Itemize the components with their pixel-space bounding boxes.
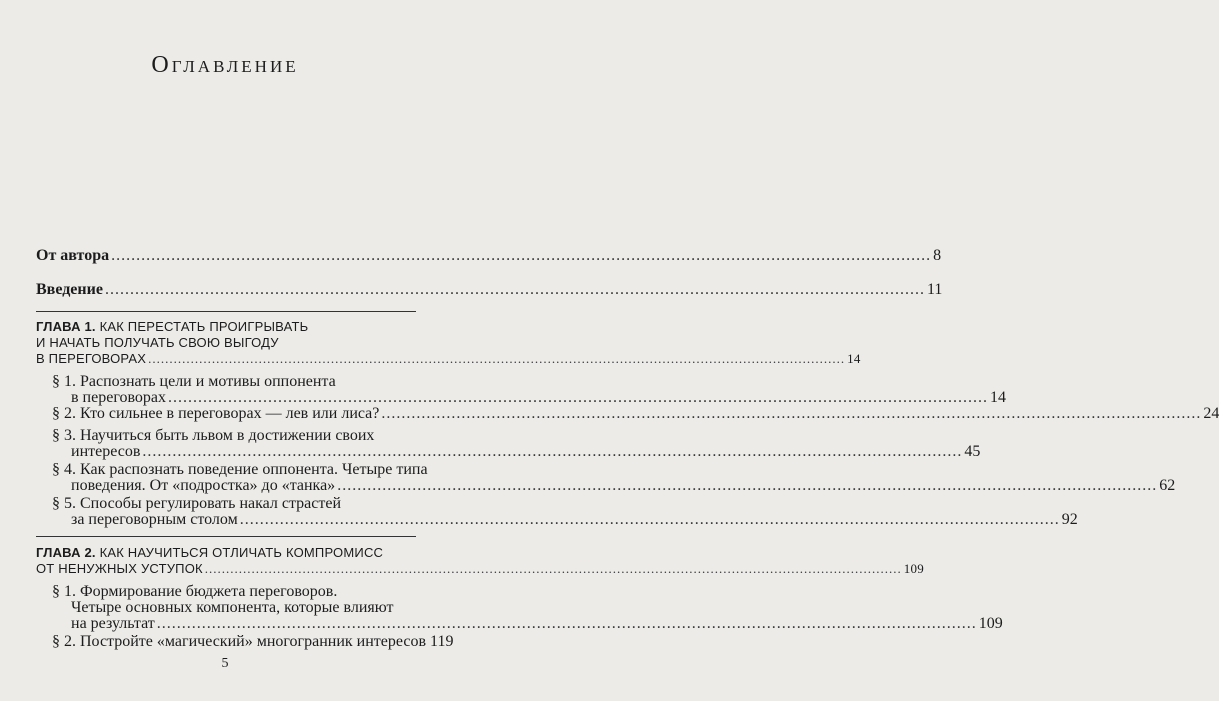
toc-page-number: 119 [430, 633, 454, 650]
section-number: § 1. [52, 583, 76, 600]
section-number: § 3. [52, 427, 76, 444]
toc-page-number: 8 [933, 247, 942, 264]
toc-section-1-3[interactable] [52, 427, 981, 460]
section-number: § 4. [52, 461, 76, 478]
toc-section-1-4[interactable] [52, 461, 1176, 494]
leader-dots [337, 478, 1157, 494]
toc-entry-intro[interactable] [36, 281, 943, 298]
toc-entry-label: От автора [36, 247, 110, 264]
section-title-line: на результат [71, 615, 155, 632]
toc-page-number: 109 [903, 561, 924, 576]
section-title-line: Четыре основных компонента, которые влияют [71, 599, 394, 616]
section-title-line: Постройте «магический» многогранник интересов [80, 633, 427, 650]
chapter-title-line: КАК НАУЧИТЬСЯ ОТЛИЧАТЬ КОМПРОМИСС [99, 545, 384, 560]
section-title-line: Способы регулировать накал страстей [80, 495, 342, 512]
toc-section-2-2[interactable] [52, 633, 454, 650]
section-number: § 2. [52, 633, 76, 650]
divider [36, 536, 416, 537]
section-title-line: Кто сильнее в переговорах — лев или лиса? [80, 405, 380, 422]
leader-dots [105, 282, 925, 298]
toc-section-2-1[interactable] [52, 583, 1003, 632]
section-title-line: Как распознать поведение оппонента. Четыре типа [80, 461, 428, 478]
chapter-title-line: В ПЕРЕГОВОРАХ [36, 351, 147, 366]
toc-page-number: 11 [926, 281, 943, 298]
toc-chapter-1[interactable] [36, 319, 861, 367]
section-title-line: интересов [71, 443, 141, 460]
toc-page-number: 109 [978, 615, 1003, 632]
section-number: § 5. [52, 495, 76, 512]
section-title-line: за переговорным столом [71, 511, 238, 528]
section-number: § 1. [52, 373, 76, 390]
chapter-label: ГЛАВА 1. [36, 319, 96, 334]
toc-chapter-2[interactable] [36, 545, 924, 577]
leader-dots [148, 351, 845, 367]
page-number: 5 [221, 656, 229, 671]
chapter-title-line: КАК ПЕРЕСТАТЬ ПРОИГРЫВАТЬ [99, 319, 309, 334]
leader-dots [111, 248, 931, 264]
toc-section-1-5[interactable] [52, 495, 1078, 528]
toc-page-number: 45 [964, 443, 981, 460]
leader-dots [205, 561, 902, 577]
chapter-label: ГЛАВА 2. [36, 545, 96, 560]
leader-dots [157, 616, 977, 632]
section-number: § 2. [52, 405, 76, 422]
toc-page-number: 24 [1203, 405, 1219, 422]
leader-dots [168, 390, 988, 406]
leader-dots [381, 406, 1201, 422]
divider [36, 311, 416, 312]
toc-page-number: 14 [847, 351, 861, 366]
chapter-title-line: И НАЧАТЬ ПОЛУЧАТЬ СВОЮ ВЫГОДУ [36, 335, 279, 350]
section-title-line: Распознать цели и мотивы оппонента [80, 373, 336, 390]
section-title-line: Научиться быть львом в достижении своих [80, 427, 375, 444]
section-title-line: Формирование бюджета переговоров. [80, 583, 338, 600]
toc-page-number: 14 [990, 389, 1007, 406]
toc-page-number: 62 [1159, 477, 1176, 494]
section-title-line: поведения. От «подростка» до «танка» [71, 477, 336, 494]
toc-section-1-2[interactable] [52, 405, 1219, 422]
leader-dots [142, 444, 962, 460]
section-title-line: в переговорах [71, 389, 167, 406]
toc-page-number: 92 [1061, 511, 1078, 528]
toc-entry-author[interactable] [36, 247, 942, 264]
leader-dots [240, 512, 1060, 528]
toc-entry-label: Введение [36, 281, 103, 298]
toc-section-1-1[interactable] [52, 373, 1007, 406]
chapter-title-line: ОТ НЕНУЖНЫХ УСТУПОК [36, 561, 203, 576]
page-title: Оглавление [151, 52, 299, 78]
